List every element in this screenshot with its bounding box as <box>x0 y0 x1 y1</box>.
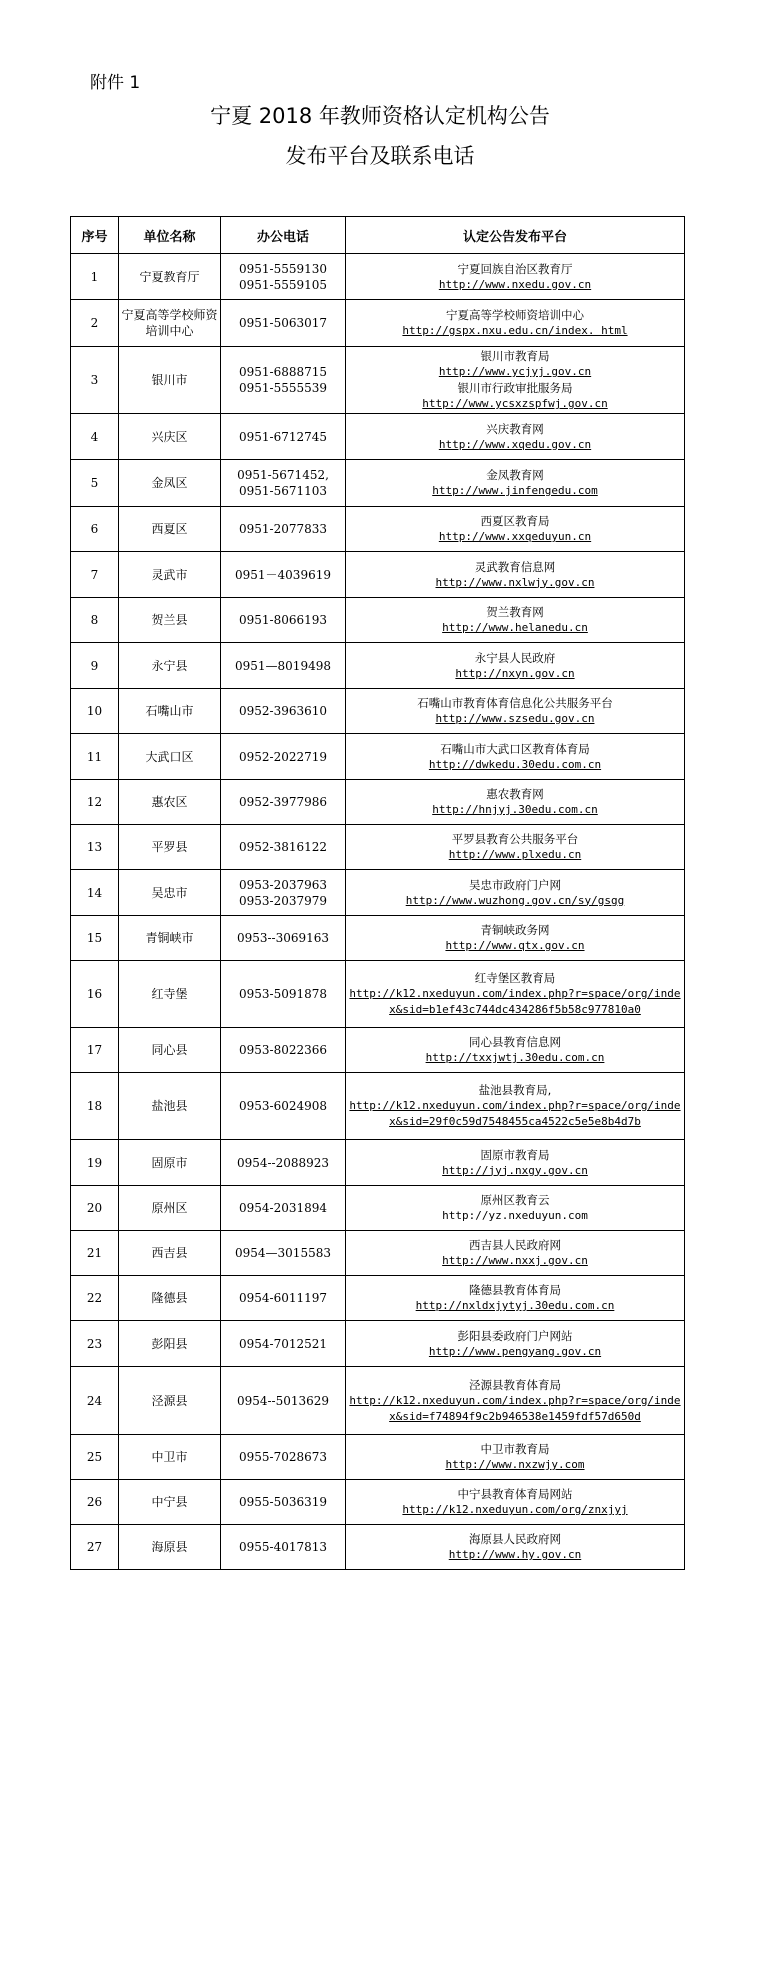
office-phone: 0952-3963610 <box>238 704 328 718</box>
office-phone: 0951-5559130 <box>238 261 328 276</box>
office-phone: 0951-5063017 <box>238 316 328 330</box>
unit-name: 永宁县 <box>119 643 221 689</box>
office-phone: 0955-4017813 <box>238 1540 328 1554</box>
row-number: 5 <box>71 460 119 507</box>
table-row <box>71 1276 685 1321</box>
row-number: 9 <box>71 643 119 689</box>
table-row <box>71 1367 685 1435</box>
document-title: 宁夏 2018 年教师资格认定机构公告 <box>210 104 550 128</box>
table-row <box>71 870 685 916</box>
office-phone-cell <box>221 1140 346 1186</box>
unit-name: 盐池县 <box>119 1073 221 1140</box>
office-phone: 0954-2031894 <box>238 1201 328 1215</box>
table-row <box>71 1028 685 1073</box>
platform-cell <box>346 1186 685 1231</box>
platform-url-link[interactable]: http://www.xxqeduyun.cn <box>438 530 592 543</box>
platform-cell <box>346 1231 685 1276</box>
office-phone: 0953-2037963 <box>238 877 328 892</box>
platform-name: 西夏区教育局 <box>480 514 550 528</box>
platform-name: 吴忠市政府门户网 <box>469 877 561 892</box>
table-row <box>71 1140 685 1186</box>
col-header-no: 序号 <box>71 217 119 254</box>
row-number: 21 <box>71 1231 119 1276</box>
platform-cell <box>346 598 685 643</box>
row-number: 7 <box>71 552 119 598</box>
document-subtitle: 发布平台及联系电话 <box>285 144 475 168</box>
table-row <box>71 1231 685 1276</box>
row-number: 19 <box>71 1140 119 1186</box>
table-row <box>71 916 685 961</box>
platform-cell <box>346 870 685 916</box>
office-phone-cell <box>221 1276 346 1321</box>
platform-name: 兴庆教育网 <box>486 421 544 436</box>
office-phone: 0955-7028673 <box>238 1450 328 1464</box>
platform-name: 固原市教育局 <box>480 1147 550 1162</box>
platform-cell <box>346 1480 685 1525</box>
row-number: 11 <box>71 734 119 780</box>
attachment-label: 附件 1 <box>90 73 141 93</box>
row-number: 10 <box>71 689 119 734</box>
office-phone-cell <box>221 460 346 507</box>
platform-url-link[interactable]: http://www.plxedu.cn <box>448 848 582 861</box>
platform-cell <box>346 1435 685 1480</box>
unit-name: 大武口区 <box>119 734 221 780</box>
platform-cell <box>346 300 685 347</box>
unit-name: 中宁县 <box>119 1480 221 1525</box>
row-number: 27 <box>71 1525 119 1570</box>
platform-name: 同心县教育信息网 <box>469 1035 561 1049</box>
platform-cell <box>346 689 685 734</box>
platform-cell <box>346 1321 685 1367</box>
platform-name: 盐池县教育局, <box>478 1083 552 1097</box>
platform-url-link[interactable]: http://hnjyj.30edu.com.cn <box>432 803 598 816</box>
platform-name: 彭阳县委政府门户网站 <box>457 1328 573 1343</box>
office-phone-cell <box>221 254 346 300</box>
unit-name: 泾源县 <box>119 1367 221 1435</box>
unit-name: 兴庆区 <box>119 414 221 460</box>
platform-url-link[interactable]: http://www.wuzhong.gov.cn/sy/gsgg <box>405 893 625 907</box>
office-phone: 0955-5036319 <box>238 1495 328 1509</box>
table-row <box>71 1525 685 1570</box>
office-phone: 0953--3069163 <box>236 931 330 945</box>
office-phone-cell <box>221 1073 346 1140</box>
col-header-unit: 单位名称 <box>119 217 221 254</box>
platform-name: 隆德县教育体育局 <box>469 1283 561 1297</box>
platform-cell <box>346 1525 685 1570</box>
platform-name: 宁夏高等学校师资培训中心 <box>446 308 584 322</box>
platform-url-link[interactable]: http://yz.nxeduyun.com <box>442 1209 588 1222</box>
platform-url-link[interactable]: http://www.pengyang.gov.cn <box>428 1344 602 1358</box>
platform-name: 原州区教育云 <box>480 1193 550 1207</box>
platform-url-link[interactable]: http://dwkedu.30edu.com.cn <box>428 757 602 771</box>
platform-url-link[interactable]: http://k12.nxeduyun.com/index.php?r=space/org/index&sid=b1ef43c744dc434286f5b58c977810a0 <box>349 987 681 1016</box>
platform-url-link[interactable]: http://www.nxlwjy.gov.cn <box>435 575 595 589</box>
platform-name: 中卫市教育局 <box>480 1442 550 1456</box>
platform-name: 惠农教育网 <box>486 787 544 801</box>
platform-cell <box>346 916 685 961</box>
unit-name: 石嘴山市 <box>119 689 221 734</box>
platform-name: 宁夏回族自治区教育厅 <box>457 261 573 276</box>
office-phone: 0954--5013629 <box>236 1393 330 1408</box>
unit-name: 红寺堡 <box>119 961 221 1028</box>
office-phone-cell <box>221 1186 346 1231</box>
table-row <box>71 1073 685 1140</box>
office-phone: 0951-5671103 <box>238 484 328 498</box>
office-phone-cell <box>221 734 346 780</box>
office-phone-cell <box>221 825 346 870</box>
platform-name: 贺兰教育网 <box>486 605 544 619</box>
row-number: 26 <box>71 1480 119 1525</box>
platform-cell <box>346 347 685 414</box>
office-phone-cell <box>221 1435 346 1480</box>
platform-name: 红寺堡区教育局 <box>474 971 556 985</box>
platform-name: 中宁县教育体育局网站 <box>457 1487 573 1501</box>
platform-url-link[interactable]: http://www.hy.gov.cn <box>448 1548 582 1561</box>
table-row <box>71 643 685 689</box>
platform-url-link[interactable]: http://www.helanedu.cn <box>442 621 588 634</box>
platform-cell <box>346 734 685 780</box>
office-phone: 0954-6011197 <box>238 1291 328 1305</box>
platform-url-link[interactable]: http://www.nxedu.gov.cn <box>438 277 592 291</box>
platform-name: 海原县人民政府网 <box>469 1532 561 1546</box>
platform-url-link[interactable]: http://www.qtx.gov.cn <box>445 939 585 952</box>
office-phone: 0952-3816122 <box>238 840 328 854</box>
table-row <box>71 1435 685 1480</box>
table-row <box>71 254 685 300</box>
unit-name: 西夏区 <box>119 507 221 552</box>
office-phone-cell <box>221 916 346 961</box>
unit-name: 固原市 <box>119 1140 221 1186</box>
office-phone: 0954-7012521 <box>238 1336 328 1351</box>
office-phone: 0953-6024908 <box>238 1099 328 1113</box>
office-phone: 0951-8066193 <box>238 613 328 627</box>
platform-url-link[interactable]: http://jyj.nxgy.gov.cn <box>442 1163 588 1177</box>
office-phone-cell <box>221 347 346 414</box>
unit-name: 西吉县 <box>119 1231 221 1276</box>
platform-cell <box>346 961 685 1028</box>
platform-cell <box>346 825 685 870</box>
row-number: 8 <box>71 598 119 643</box>
platform-name: 永宁县人民政府 <box>474 650 556 665</box>
office-phone-cell <box>221 552 346 598</box>
table-row <box>71 414 685 460</box>
office-phone: 0951-5671452, <box>237 468 329 482</box>
unit-name: 灵武市 <box>119 552 221 598</box>
platform-name: 银川市教育局 <box>480 349 550 363</box>
office-phone-cell <box>221 1321 346 1367</box>
table-row <box>71 507 685 552</box>
office-phone: 0952-3977986 <box>238 795 328 809</box>
platform-url-link[interactable]: http://www.szsedu.gov.cn <box>435 712 595 725</box>
platform-cell <box>346 780 685 825</box>
table-row <box>71 460 685 507</box>
office-phone: 0951-5555539 <box>238 381 328 395</box>
office-phone: 0951－4039619 <box>235 567 331 582</box>
unit-name: 吴忠市 <box>119 870 221 916</box>
row-number: 3 <box>71 347 119 414</box>
row-number: 2 <box>71 300 119 347</box>
platform-cell <box>346 1367 685 1435</box>
table-row <box>71 1186 685 1231</box>
table-header-row <box>71 217 685 254</box>
platform-cell <box>346 1028 685 1073</box>
row-number: 12 <box>71 780 119 825</box>
office-phone-cell <box>221 507 346 552</box>
table-row <box>71 734 685 780</box>
platform-name: 西吉县人民政府网 <box>469 1238 561 1252</box>
unit-name: 宁夏高等学校师资培训中心 <box>119 300 221 347</box>
office-phone: 0951-2077833 <box>238 522 328 536</box>
platform-url-link[interactable]: http://www.ycsxzspfwj.gov.cn <box>422 397 608 410</box>
platform-name: 银川市行政审批服务局 <box>457 381 573 395</box>
row-number: 20 <box>71 1186 119 1231</box>
platform-cell <box>346 552 685 598</box>
platform-name: 灵武教育信息网 <box>474 559 556 574</box>
office-phone-cell <box>221 780 346 825</box>
row-number: 24 <box>71 1367 119 1435</box>
office-phone: 0951-6888715 <box>238 365 328 379</box>
unit-name: 海原县 <box>119 1525 221 1570</box>
row-number: 17 <box>71 1028 119 1073</box>
office-phone: 0954—3015583 <box>235 1246 331 1260</box>
table-row <box>71 347 685 414</box>
platform-cell <box>346 507 685 552</box>
platform-cell <box>346 1073 685 1140</box>
platform-cell <box>346 1140 685 1186</box>
platform-name: 石嘴山市大武口区教育体育局 <box>440 741 590 756</box>
table-row <box>71 300 685 347</box>
office-phone: 0951—8019498 <box>235 658 331 673</box>
platform-cell <box>346 1276 685 1321</box>
office-phone-cell <box>221 643 346 689</box>
platform-name: 石嘴山市教育体育信息化公共服务平台 <box>417 696 613 710</box>
office-phone-cell <box>221 870 346 916</box>
office-phone-cell <box>221 1028 346 1073</box>
platform-url-link[interactable]: http://www.xqedu.gov.cn <box>438 437 592 451</box>
platform-url-link[interactable]: http://gspx.nxu.edu.cn/index. html <box>402 324 628 337</box>
platform-url-link[interactable]: http://k12.nxeduyun.com/index.php?r=space/org/index&sid=f74894f9c2b946538e1459fdf57d650d <box>349 1393 681 1423</box>
row-number: 18 <box>71 1073 119 1140</box>
row-number: 1 <box>71 254 119 300</box>
office-phone: 0953-8022366 <box>238 1043 328 1057</box>
office-phone-cell <box>221 300 346 347</box>
unit-name: 同心县 <box>119 1028 221 1073</box>
table-row <box>71 1480 685 1525</box>
col-header-platform: 认定公告发布平台 <box>346 217 685 254</box>
platform-url-link[interactable]: http://www.ycjyj.gov.cn <box>438 365 592 378</box>
platform-cell <box>346 643 685 689</box>
platform-url-link[interactable]: http://k12.nxeduyun.com/org/znxjyj <box>402 1503 628 1516</box>
unit-name: 原州区 <box>119 1186 221 1231</box>
office-phone-cell <box>221 1367 346 1435</box>
office-phone-cell <box>221 1231 346 1276</box>
platform-url-link[interactable]: http://txxjwtj.30edu.com.cn <box>425 1051 605 1064</box>
col-header-phone: 办公电话 <box>221 217 346 254</box>
platform-url-link[interactable]: http://www.nxxj.gov.cn <box>442 1254 588 1267</box>
row-number: 25 <box>71 1435 119 1480</box>
row-number: 15 <box>71 916 119 961</box>
table-body <box>71 254 685 1570</box>
office-phone-cell <box>221 961 346 1028</box>
row-number: 4 <box>71 414 119 460</box>
platform-cell <box>346 254 685 300</box>
unit-name: 惠农区 <box>119 780 221 825</box>
platform-cell <box>346 460 685 507</box>
platform-cell <box>346 414 685 460</box>
platform-url-link[interactable]: http://www.nxzwjy.com <box>445 1458 585 1471</box>
row-number: 23 <box>71 1321 119 1367</box>
office-phone-cell <box>221 1525 346 1570</box>
unit-name: 彭阳县 <box>119 1321 221 1367</box>
platform-url-link[interactable]: http://www.jinfengedu.com <box>432 484 598 497</box>
office-phone: 0954--2088923 <box>236 1155 330 1170</box>
unit-name: 金凤区 <box>119 460 221 507</box>
office-phone: 0951-5559105 <box>238 277 328 292</box>
unit-name: 隆德县 <box>119 1276 221 1321</box>
table-row <box>71 689 685 734</box>
row-number: 22 <box>71 1276 119 1321</box>
office-phone: 0952-2022719 <box>238 749 328 764</box>
row-number: 16 <box>71 961 119 1028</box>
table-row <box>71 598 685 643</box>
row-number: 6 <box>71 507 119 552</box>
table-row <box>71 552 685 598</box>
unit-name: 平罗县 <box>119 825 221 870</box>
platform-url-link[interactable]: http://nxldxjytyj.30edu.com.cn <box>415 1299 615 1312</box>
table-row <box>71 780 685 825</box>
table-row <box>71 825 685 870</box>
platform-name: 青铜峡政务网 <box>480 923 550 937</box>
office-phone: 0953-2037979 <box>238 893 328 908</box>
row-number: 14 <box>71 870 119 916</box>
platform-name: 泾源县教育体育局 <box>469 1377 561 1392</box>
agency-table <box>70 216 685 1570</box>
office-phone-cell <box>221 689 346 734</box>
office-phone-cell <box>221 414 346 460</box>
office-phone: 0953-5091878 <box>238 987 328 1001</box>
platform-url-link[interactable]: http://nxyn.gov.cn <box>455 666 575 680</box>
platform-name: 平罗县教育公共服务平台 <box>451 832 579 846</box>
office-phone-cell <box>221 598 346 643</box>
row-number: 13 <box>71 825 119 870</box>
platform-url-link[interactable]: http://k12.nxeduyun.com/index.php?r=space/org/index&sid=29f0c59d7548455ca4522c5e5e8b4d7b <box>349 1099 681 1128</box>
unit-name: 贺兰县 <box>119 598 221 643</box>
unit-name: 青铜峡市 <box>119 916 221 961</box>
office-phone: 0951-6712745 <box>238 429 328 444</box>
unit-name: 宁夏教育厅 <box>119 254 221 300</box>
platform-name: 金凤教育网 <box>486 468 544 482</box>
office-phone-cell <box>221 1480 346 1525</box>
unit-name: 中卫市 <box>119 1435 221 1480</box>
table-row <box>71 961 685 1028</box>
table-row <box>71 1321 685 1367</box>
unit-name: 银川市 <box>119 347 221 414</box>
